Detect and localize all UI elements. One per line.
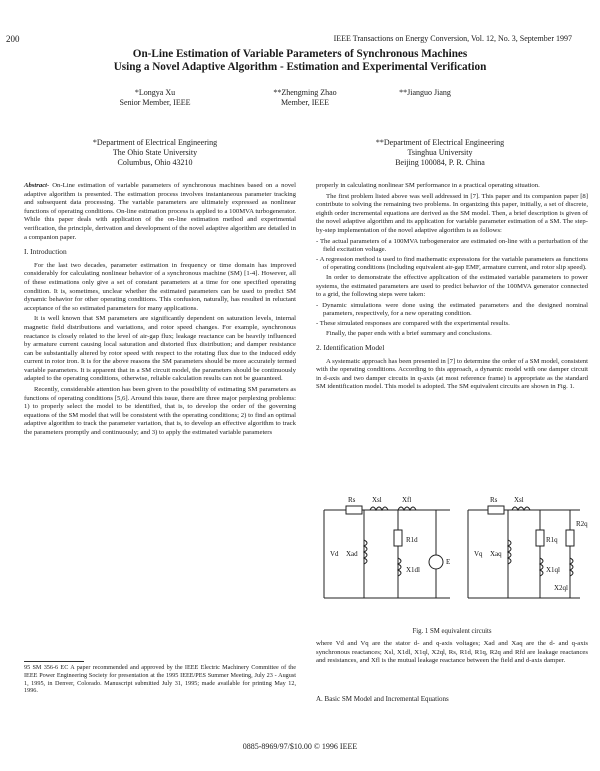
label-xsl-q: Xsl (514, 496, 524, 504)
author-role: Member, IEEE (280, 98, 330, 107)
label-rs-d: Rs (348, 496, 356, 504)
label-xfl-d: Xfl (402, 496, 412, 504)
author-name: **Zhengming Zhao (273, 88, 337, 97)
r1q-resistor (536, 530, 544, 546)
identification-paragraph: A systematic approach has been presented in [7] to determine the order of a SM model, consistent with the operating conditions. According to this approach, a dynamic model with one damper circuit in d-axis and two damper circuits in q-axis (at most reference frame) is appropriate as the standard SM identification model. This model is adopted. The SM equivalent circuits are shown in Fig. 1. (316, 357, 588, 391)
label-vq: Vq (474, 550, 483, 558)
field-source (429, 555, 443, 569)
right-paragraph-1: properly in calculating nonlinear SM performance in a practical operating situation. (316, 182, 540, 189)
author-3 (360, 88, 490, 98)
label-x1dl: X1dl (406, 566, 420, 574)
affil-line: Tsinghua University (407, 148, 473, 157)
label-e: E (446, 558, 451, 566)
abstract-label: Abstract (24, 182, 48, 189)
affil-line: **Department of Electrical Engineering (375, 138, 505, 147)
affil-line: *Department of Electrical Engineering (92, 138, 218, 147)
affiliation-1 (70, 138, 240, 168)
author-name: *Longya Xu (134, 88, 176, 97)
author-2 (240, 88, 370, 108)
footnote: 95 SM 356-6 EC A paper recommended and approved by the IEEE Electric Machinery Committee of the IEEE Power Engineering Society for presentation at the 1995 IEEE/PES Summer Meeting, July 23 - August 1, 1995, in Denver, Colorado. Manuscript submitted July 31, 1995; made available for printing May 12, 1996. (24, 664, 296, 695)
label-x1ql: X1ql (546, 566, 560, 574)
right-column (316, 182, 588, 394)
paper-title (40, 48, 560, 74)
r1d-resistor (394, 530, 402, 546)
label-x2ql: X2ql (554, 584, 568, 592)
label-r1d: R1d (406, 536, 418, 544)
rs-d-resistor (346, 506, 362, 514)
affil-line: Columbus, Ohio 43210 (117, 158, 193, 167)
equivalent-circuit-figure (318, 490, 586, 620)
label-xad: Xad (346, 550, 358, 558)
list-item: - The actual parameters of a 100MVA turbogenerator are estimated on-line with a perturbation of the field excitation voltage. (316, 237, 588, 254)
subsection-heading: A. Basic SM Model and Incremental Equations (316, 695, 449, 703)
label-r2q: R2q (576, 520, 588, 528)
label-xsl-d: Xsl (372, 496, 382, 504)
post-figure-text: where Vd and Vq are the stator d- and q-axis voltages; Xad and Xaq are the d- and q-axis synchronous reactances; Xsl, X1dl, X1ql, X2ql, Rs, R1d, R1q, R2q and Rfd are leakage reactances and resistances, and Xfl is the mutual leakage reactance between the field and d-axis damper. (316, 640, 588, 665)
title-line-2: Using a Novel Adaptive Algorithm - Estimation and Experimental Verification (113, 61, 487, 73)
label-xaq: Xaq (490, 550, 502, 558)
left-column (24, 182, 296, 440)
figure-caption: Fig. 1 SM equivalent circuits (412, 628, 492, 635)
intro-heading: I. Introduction (24, 247, 67, 257)
abstract-text: - On-Line estimation of variable parameters of synchronous machines based on a novel adaptive algorithm is presented. The estimation process involves instantaneous parameter tracking and subsequent data processing. The variable parameters are ultimately expressed as nonlinear functions of operating conditions. On-line estimation process is applied to a 100MVA turbogenerator. While this paper deals with application of the on-line estimation method and experimental verification, the principle, derivation and development of the novel adaptive algorithm are detailed in a companion paper. (24, 182, 296, 241)
identification-heading: 2. Identification Model (316, 343, 385, 353)
label-r1q: R1q (546, 536, 558, 544)
intro-paragraph-3: Recently, considerable attention has been given to the possibility of estimating SM parameters as functions of operating conditions [5,6]. Around this issue, there are three major perplexing problems: 1) to properly select the model to be identified, that is, to develop the order of the governing equations of the SM model that will be consistent with the operating conditions; 2) to find an optimal adaptive algorithm to track the parameter variation, that is, to develop an effective algorithm to track the parameters promptly and continuously; and 3) to apply the estimated variable parameters (24, 386, 296, 437)
journal-header: IEEE Transactions on Energy Conversion, Vol. 12, No. 3, September 1997 (333, 34, 572, 43)
rs-q-resistor (488, 506, 504, 514)
abstract (24, 182, 296, 242)
step-list-2 (316, 302, 588, 329)
affil-line: Beijing 100084, P. R. China (395, 158, 485, 167)
title-line-1: On-Line Estimation of Variable Parameters of Synchronous Machines (132, 48, 468, 60)
author-role: Senior Member, IEEE (119, 98, 191, 107)
intro-paragraph-1: For the last two decades, parameter estimation in frequency or time domain has improved considerably for calculating nonlinear behavior of a synchronous machine (SM) [1-4]. However, all of these estimations only give a set of constant parameters at a time for one specified operating condition. It is, sometimes, unclear whether the estimated parameters can be used to predict SM dynamic behavior for other operating conditions. This confusion, naturally, has resulted in reluctant acceptance of the so estimated parameters for many applications. (24, 261, 296, 312)
right-mid-paragraph: In order to demonstrate the effective application of the estimated variable parameters to power systems, the estimated parameters are used to predict behavior of the 100MVA generator connected to a grid, the following steps were taken: (316, 273, 588, 299)
list-item: - Dynamic simulations were done using the estimated parameters and the designed nominal parameters, respectively, for a new operating condition. (316, 301, 588, 318)
list-item: - These simulated responses are compared with the experimental results. (316, 319, 510, 327)
r2q-resistor (566, 530, 574, 546)
author-name: **Jianguo Jiang (399, 88, 451, 97)
step-list (316, 238, 588, 273)
right-paragraph-2: The first problem listed above was well addressed in [7]. This paper and its companion paper [8] contribute to solving the remaining two problems. In organizing this paper, initially, a set of discrete, eighth order incremental equations are derived as the SM model. Then, a brief description is given of the novel adaptive algorithm and its application for variable parameter estimation of a SM. The step-by-step implementation of the novel adaptive algorithm is as follows: (316, 192, 588, 234)
author-1 (90, 88, 220, 108)
footnote-rule (24, 661, 84, 662)
label-vd: Vd (330, 550, 339, 558)
right-paragraph-3: Finally, the paper ends with a brief summary and conclusions. (326, 329, 492, 337)
page-number: 200 (6, 34, 20, 44)
affiliation-2 (350, 138, 530, 168)
intro-paragraph-2: It is well known that SM parameters are significantly dependent on saturation levels, internal magnetic field distributions and variations, and rotor speed changes. For example, synchronous reactance is closely related to the level of air-gap flux; leakage reactance can be heavily influenced by armature current causing local saturation and distorted flux distribution; and damper resistance can be substantially altered by rotor speed with respect to the rotating flux due to the induced eddy current in rotor iron. It is for the above reasons the SM parameters should be more accurately termed variable parameters. It is apparent that in a SM circuit model, the parameters should be continuously adapted to the operating conditions, otherwise, reliable calculation results can not be guaranteed. (24, 315, 296, 383)
copyright-footer: 0885-8969/97/$10.00 © 1996 IEEE (242, 742, 358, 751)
label-rs-q: Rs (490, 496, 498, 504)
list-item: - A regression method is used to find mathematic expressions for the variable parameters as functions of operating conditions (including equivalent air-gap EMF, armature current, and rotor slip speed). (316, 255, 588, 272)
affil-line: The Ohio State University (112, 148, 198, 157)
